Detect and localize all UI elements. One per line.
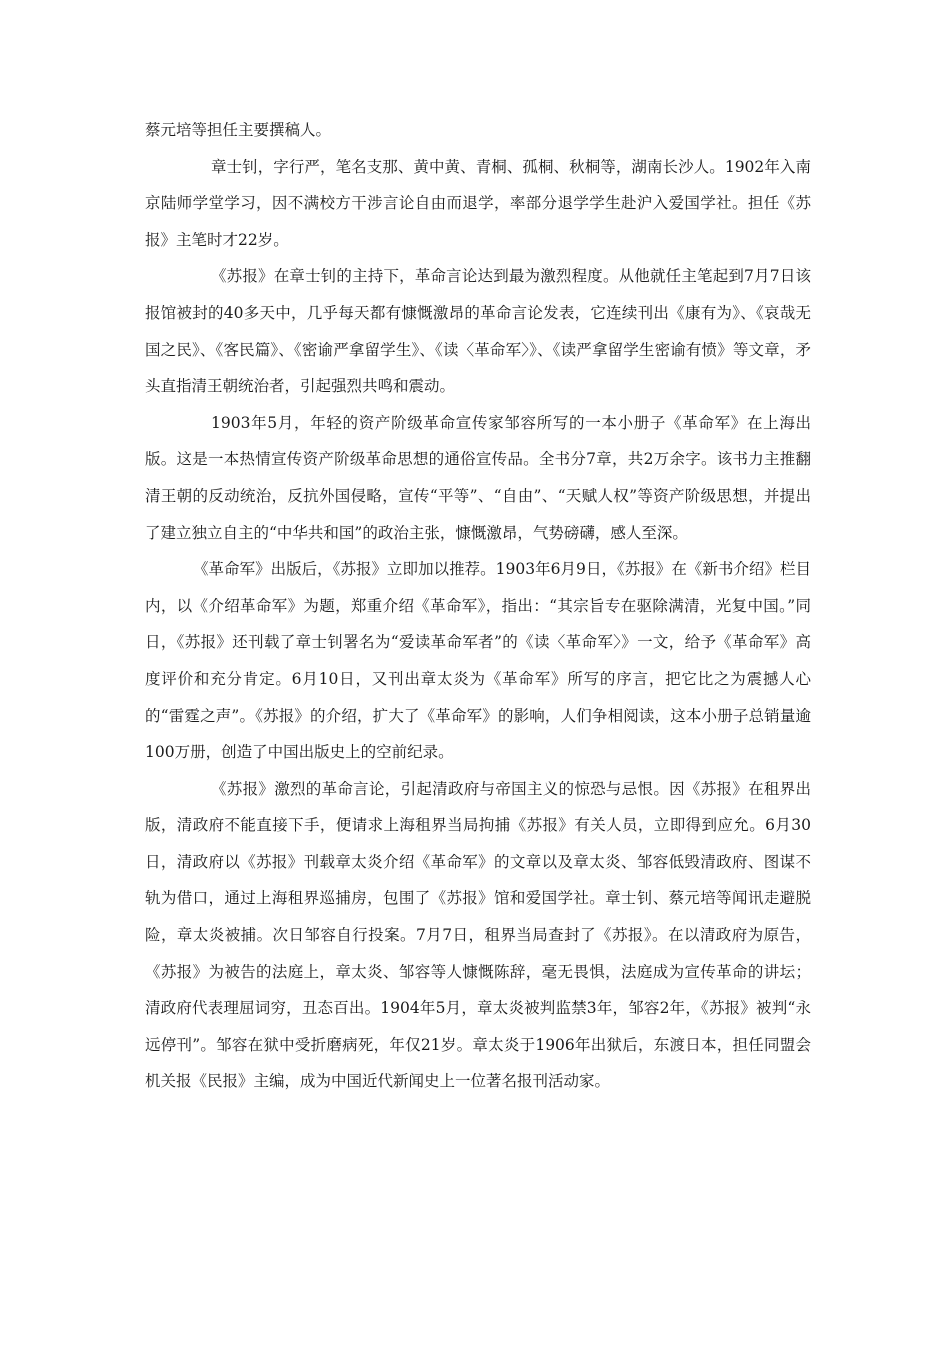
- paragraph-continuation: 蔡元培等担任主要撰稿人。: [145, 121, 332, 139]
- paragraph-zhang-shizhao: 章士钊，字行严，笔名支那、黄中黄、青桐、孤桐、秋桐等，湖南长沙人。1902年入南京陆师学堂学习，因不满校方干涉言论自由而退学，率部分退学学生赴沪入爱国学社。担任《苏报》主笔时才22岁。: [145, 157, 811, 249]
- paragraph-subao-case: 《苏报》激烈的革命言论，引起清政府与帝国主义的惊恐与忌恨。因《苏报》在租界出版，清政府不能直接下手，便请求上海租界当局拘捕《苏报》有关人员，立即得到应允。6月30日，清政府以《苏报》刊载章太炎介绍《革命军》的文章以及章太炎、邹容低毁清政府、图谋不轨为借口，通过上海租界巡捕房，包围了《苏报》馆和爱国学社。章士钊、蔡元培等闻讯走避脱险，章太炎被捕。次日邹容自行投案。7月7日，租界当局查封了《苏报》。在以清政府为原告，《苏报》为被告的法庭上，章太炎、邹容等人慷慨陈辞，毫无畏惧，法庭成为宣传革命的讲坛；清政府代表理屈词穷，丑态百出。1904年5月，章太炎被判监禁3年，邹容2年，《苏报》被判“永远停刊”。邹容在狱中受折磨病死，年仅21岁。章太炎于1906年出狱后，东渡日本，担任同盟会机关报《民报》主编，成为中国近代新闻史上一位著名报刊活动家。: [145, 779, 811, 1091]
- paragraph-subao-recommendation: 《革命军》出版后，《苏报》立即加以推荐。1903年6月9日，《苏报》在《新书介绍》栏目内，以《介绍革命军》为题，郑重介绍《革命军》，指出：“其宗旨专在驱除满清，光复中国。”同日，《苏报》还刊载了章士钊署名为“爱读革命军者”的《读〈革命军〉》一文，给予《革命军》高度评价和充分肯定。6月10日，又刊出章太炎为《革命军》所写的序言，把它比之为震撼人心的“雷霆之声”。《苏报》的介绍，扩大了《革命军》的影响，人们争相阅读，这本小册子总销量逾100万册，创造了中国出版史上的空前纪录。: [145, 560, 811, 762]
- paragraph-subao-editorials: 《苏报》在章士钊的主持下，革命言论达到最为激烈程度。从他就任主笔起到7月7日该报馆被封的40多天中，几乎每天都有慷慨激昂的革命言论发表，它连续刊出《康有为》、《哀哉无国之民》、《客民篇》、《密谕严拿留学生》、《读〈革命军〉》、《读严拿留学生密谕有愤》等文章，矛头直指清王朝统治者，引起强烈共鸣和震动。: [145, 267, 811, 396]
- article-body: [145, 112, 811, 1100]
- paragraph-revolutionary-army-book: 1903年5月，年轻的资产阶级革命宣传家邹容所写的一本小册子《革命军》在上海出版。这是一本热情宣传资产阶级革命思想的通俗宣传品。全书分7章，共2万余字。该书力主推翻清王朝的反动统治，反抗外国侵略，宣传“平等”、“自由”、“天赋人权”等资产阶级思想，并提出了建立独立自主的“中华共和国”的政治主张，慷慨激昂，气势磅礴，感人至深。: [145, 413, 811, 542]
